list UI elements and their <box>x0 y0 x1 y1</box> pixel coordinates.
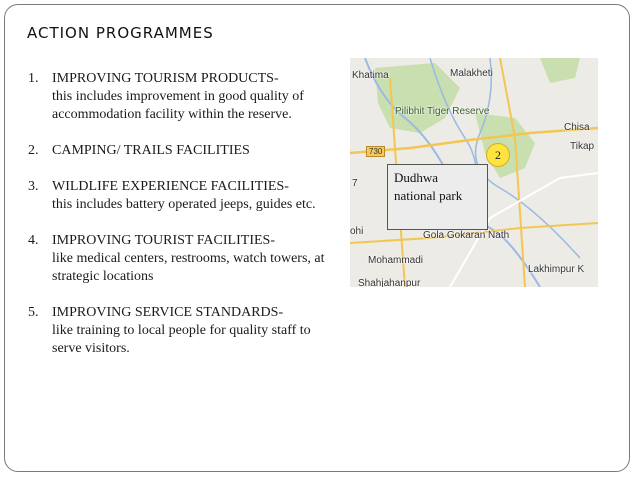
map-label-khatima: Khatima <box>352 70 389 81</box>
item-number: 2. <box>28 143 39 158</box>
map-label-shahjahanpur: Shahjahanpur <box>358 278 421 287</box>
item-heading: IMPROVING SERVICE STANDARDS- <box>52 305 284 320</box>
list-item <box>28 304 328 358</box>
item-number: 4. <box>28 233 39 248</box>
list-item <box>28 232 328 286</box>
item-heading: IMPROVING TOURIST FACILITIES- <box>52 233 275 248</box>
route-shield: 730 <box>366 146 385 157</box>
map-label-chisa: Chisa <box>564 122 590 133</box>
item-number: 3. <box>28 179 39 194</box>
list-item <box>28 70 328 124</box>
item-number: 1. <box>28 71 39 86</box>
slide-title: ACTION PROGRAMMES <box>27 24 214 42</box>
item-heading: IMPROVING TOURISM PRODUCTS- <box>52 71 279 86</box>
item-detail: this includes battery operated jeeps, guides etc. <box>52 197 316 212</box>
location-marker: 2 <box>486 143 510 167</box>
map-label-malakheti: Malakheti <box>450 68 493 79</box>
list-item <box>28 142 328 160</box>
map-label-ohi: ohi <box>350 226 364 237</box>
map-label-lakhimpur: Lakhimpur K <box>528 264 585 275</box>
map-label-reserve: Pilibhit Tiger Reserve <box>395 106 490 117</box>
item-number: 5. <box>28 305 39 320</box>
item-detail: this includes improvement in good quality of accommodation facility within the reserve. <box>52 89 304 122</box>
map-label-mohammadi: Mohammadi <box>368 255 424 266</box>
map-label-fragment: 7 <box>352 178 358 189</box>
item-heading: WILDLIFE EXPERIENCE FACILITIES- <box>52 179 289 194</box>
programme-list <box>28 70 328 376</box>
dudhwa-callout: Dudhwa national park <box>387 164 488 230</box>
list-item <box>28 178 328 214</box>
item-detail: like medical centers, restrooms, watch towers, at strategic locations <box>52 251 325 284</box>
item-detail: like training to local people for quality staff to serve visitors. <box>52 323 311 356</box>
map-label-gola: Gola Gokaran Nath <box>423 230 510 241</box>
item-heading: CAMPING/ TRAILS FACILITIES <box>52 143 250 158</box>
map-label-tikap: Tikap <box>570 141 595 152</box>
